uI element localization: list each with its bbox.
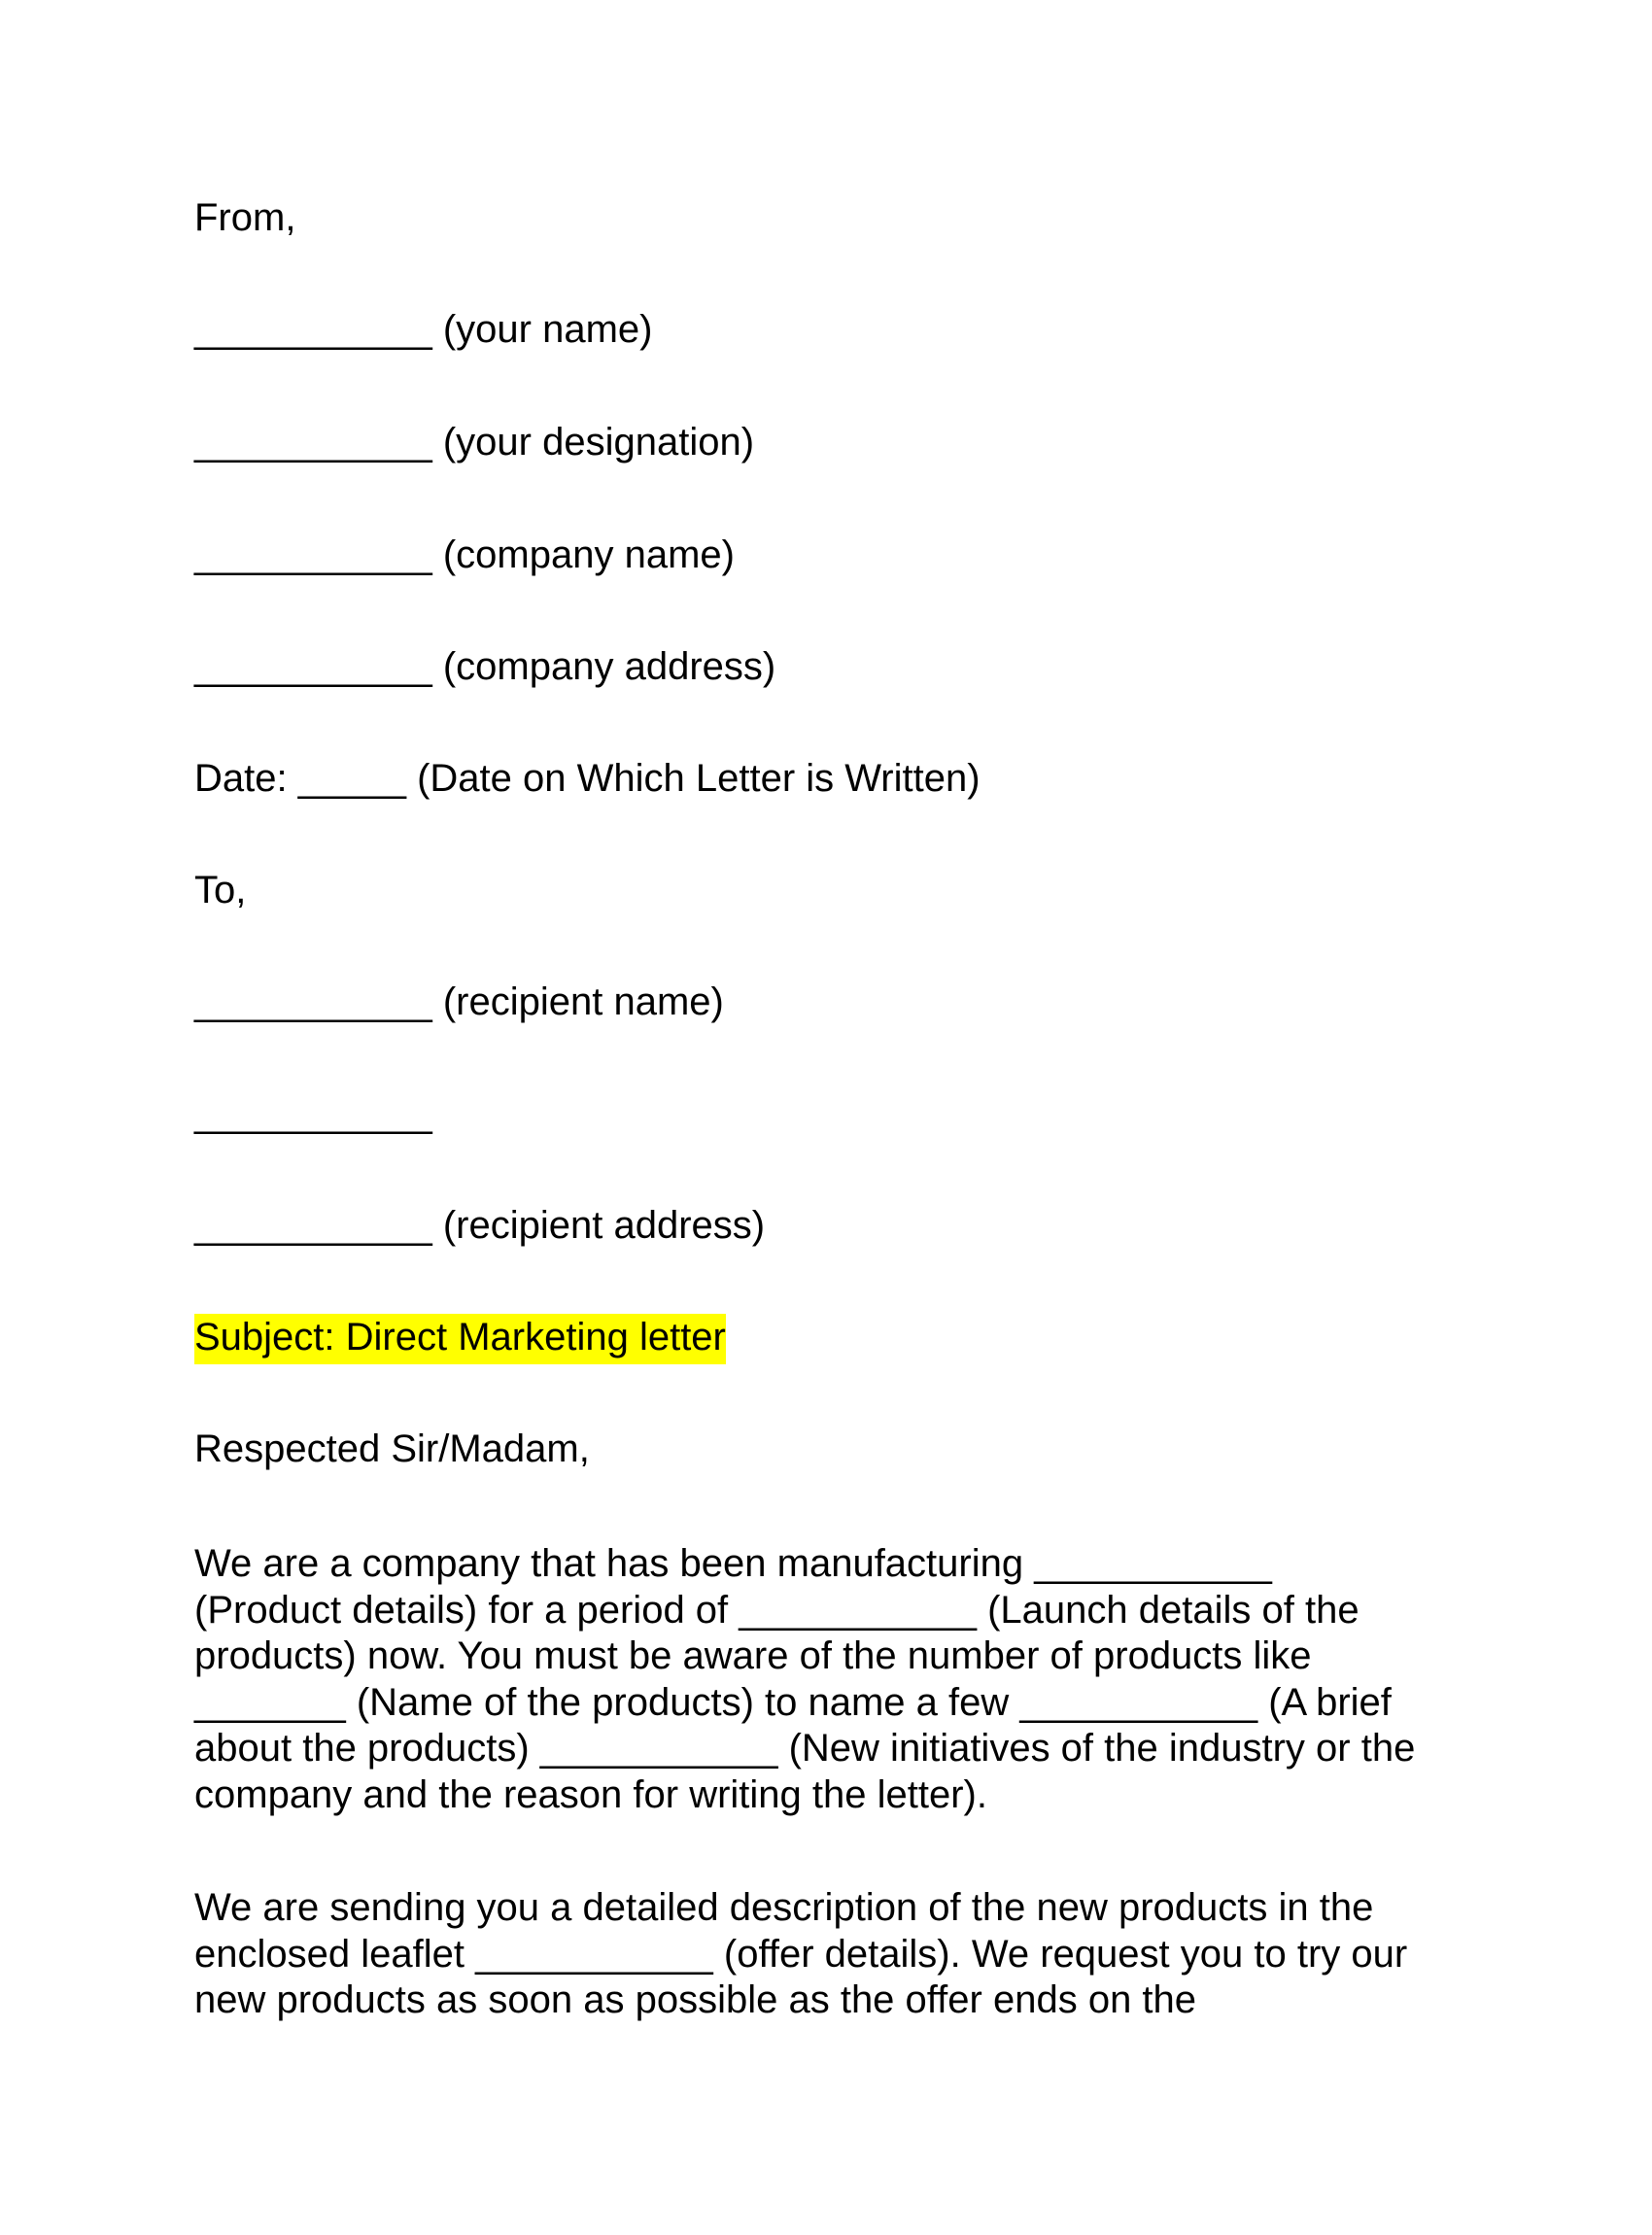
subject-line [194,1314,726,1360]
recipient-extra-field [194,1090,432,1137]
paragraph-line: new products as soon as possible as the offer ends on the [194,1978,1197,2021]
to-heading: To, [194,869,247,911]
recipient-name-label: (recipient name) [442,980,724,1023]
sender-company-name-field [194,532,735,578]
sender-designation-blank[interactable]: ___________ [194,421,432,464]
sender-designation-label: (your designation) [442,421,755,464]
sender-company-name-label: (company name) [442,533,735,576]
paragraph-line: products) now. You must be aware of the number of products like [194,1634,1312,1677]
paragraph-line: about the products) ___________ (New initiatives of the industry or the [194,1727,1416,1770]
paragraph-line: (Product details) for a period of ___________ (Launch details of the [194,1588,1359,1632]
sender-company-address-label: (company address) [442,645,776,688]
sender-designation-field [194,419,754,465]
paragraph-line: _______ (Name of the products) to name a few ___________ (A brief [194,1680,1392,1724]
date-field [194,755,981,802]
recipient-extra-blank[interactable]: ___________ [194,1092,432,1135]
recipient-name-field [194,979,724,1025]
recipient-address-label: (recipient address) [442,1204,766,1247]
from-heading: From, [194,196,296,239]
body-paragraph-2 [194,1885,1458,2024]
sender-company-address-field [194,643,775,690]
paragraph-line: We are a company that has been manufacturing ___________ [194,1542,1272,1585]
date-label: (Date on Which Letter is Written) [417,757,981,800]
paragraph-line: We are sending you a detailed description of the new products in the [194,1886,1374,1929]
salutation: Respected Sir/Madam, [194,1427,590,1470]
sender-name-label: (your name) [442,308,653,351]
date-prefix: Date: [194,757,288,800]
sender-name-field [194,306,652,353]
paragraph-line: company and the reason for writing the letter). [194,1772,987,1816]
recipient-address-blank[interactable]: ___________ [194,1204,432,1247]
body-paragraph-1 [194,1541,1458,1818]
sender-company-address-blank[interactable]: ___________ [194,645,432,688]
sender-name-blank[interactable]: ___________ [194,308,432,351]
subject-highlight: Subject: Direct Marketing letter [194,1314,726,1364]
paragraph-line: enclosed leaflet ___________ (offer details). We request you to try our [194,1932,1408,1976]
sender-company-name-blank[interactable]: ___________ [194,533,432,576]
recipient-address-field [194,1202,765,1249]
date-blank[interactable]: _____ [297,757,406,800]
recipient-name-blank[interactable]: ___________ [194,980,432,1023]
